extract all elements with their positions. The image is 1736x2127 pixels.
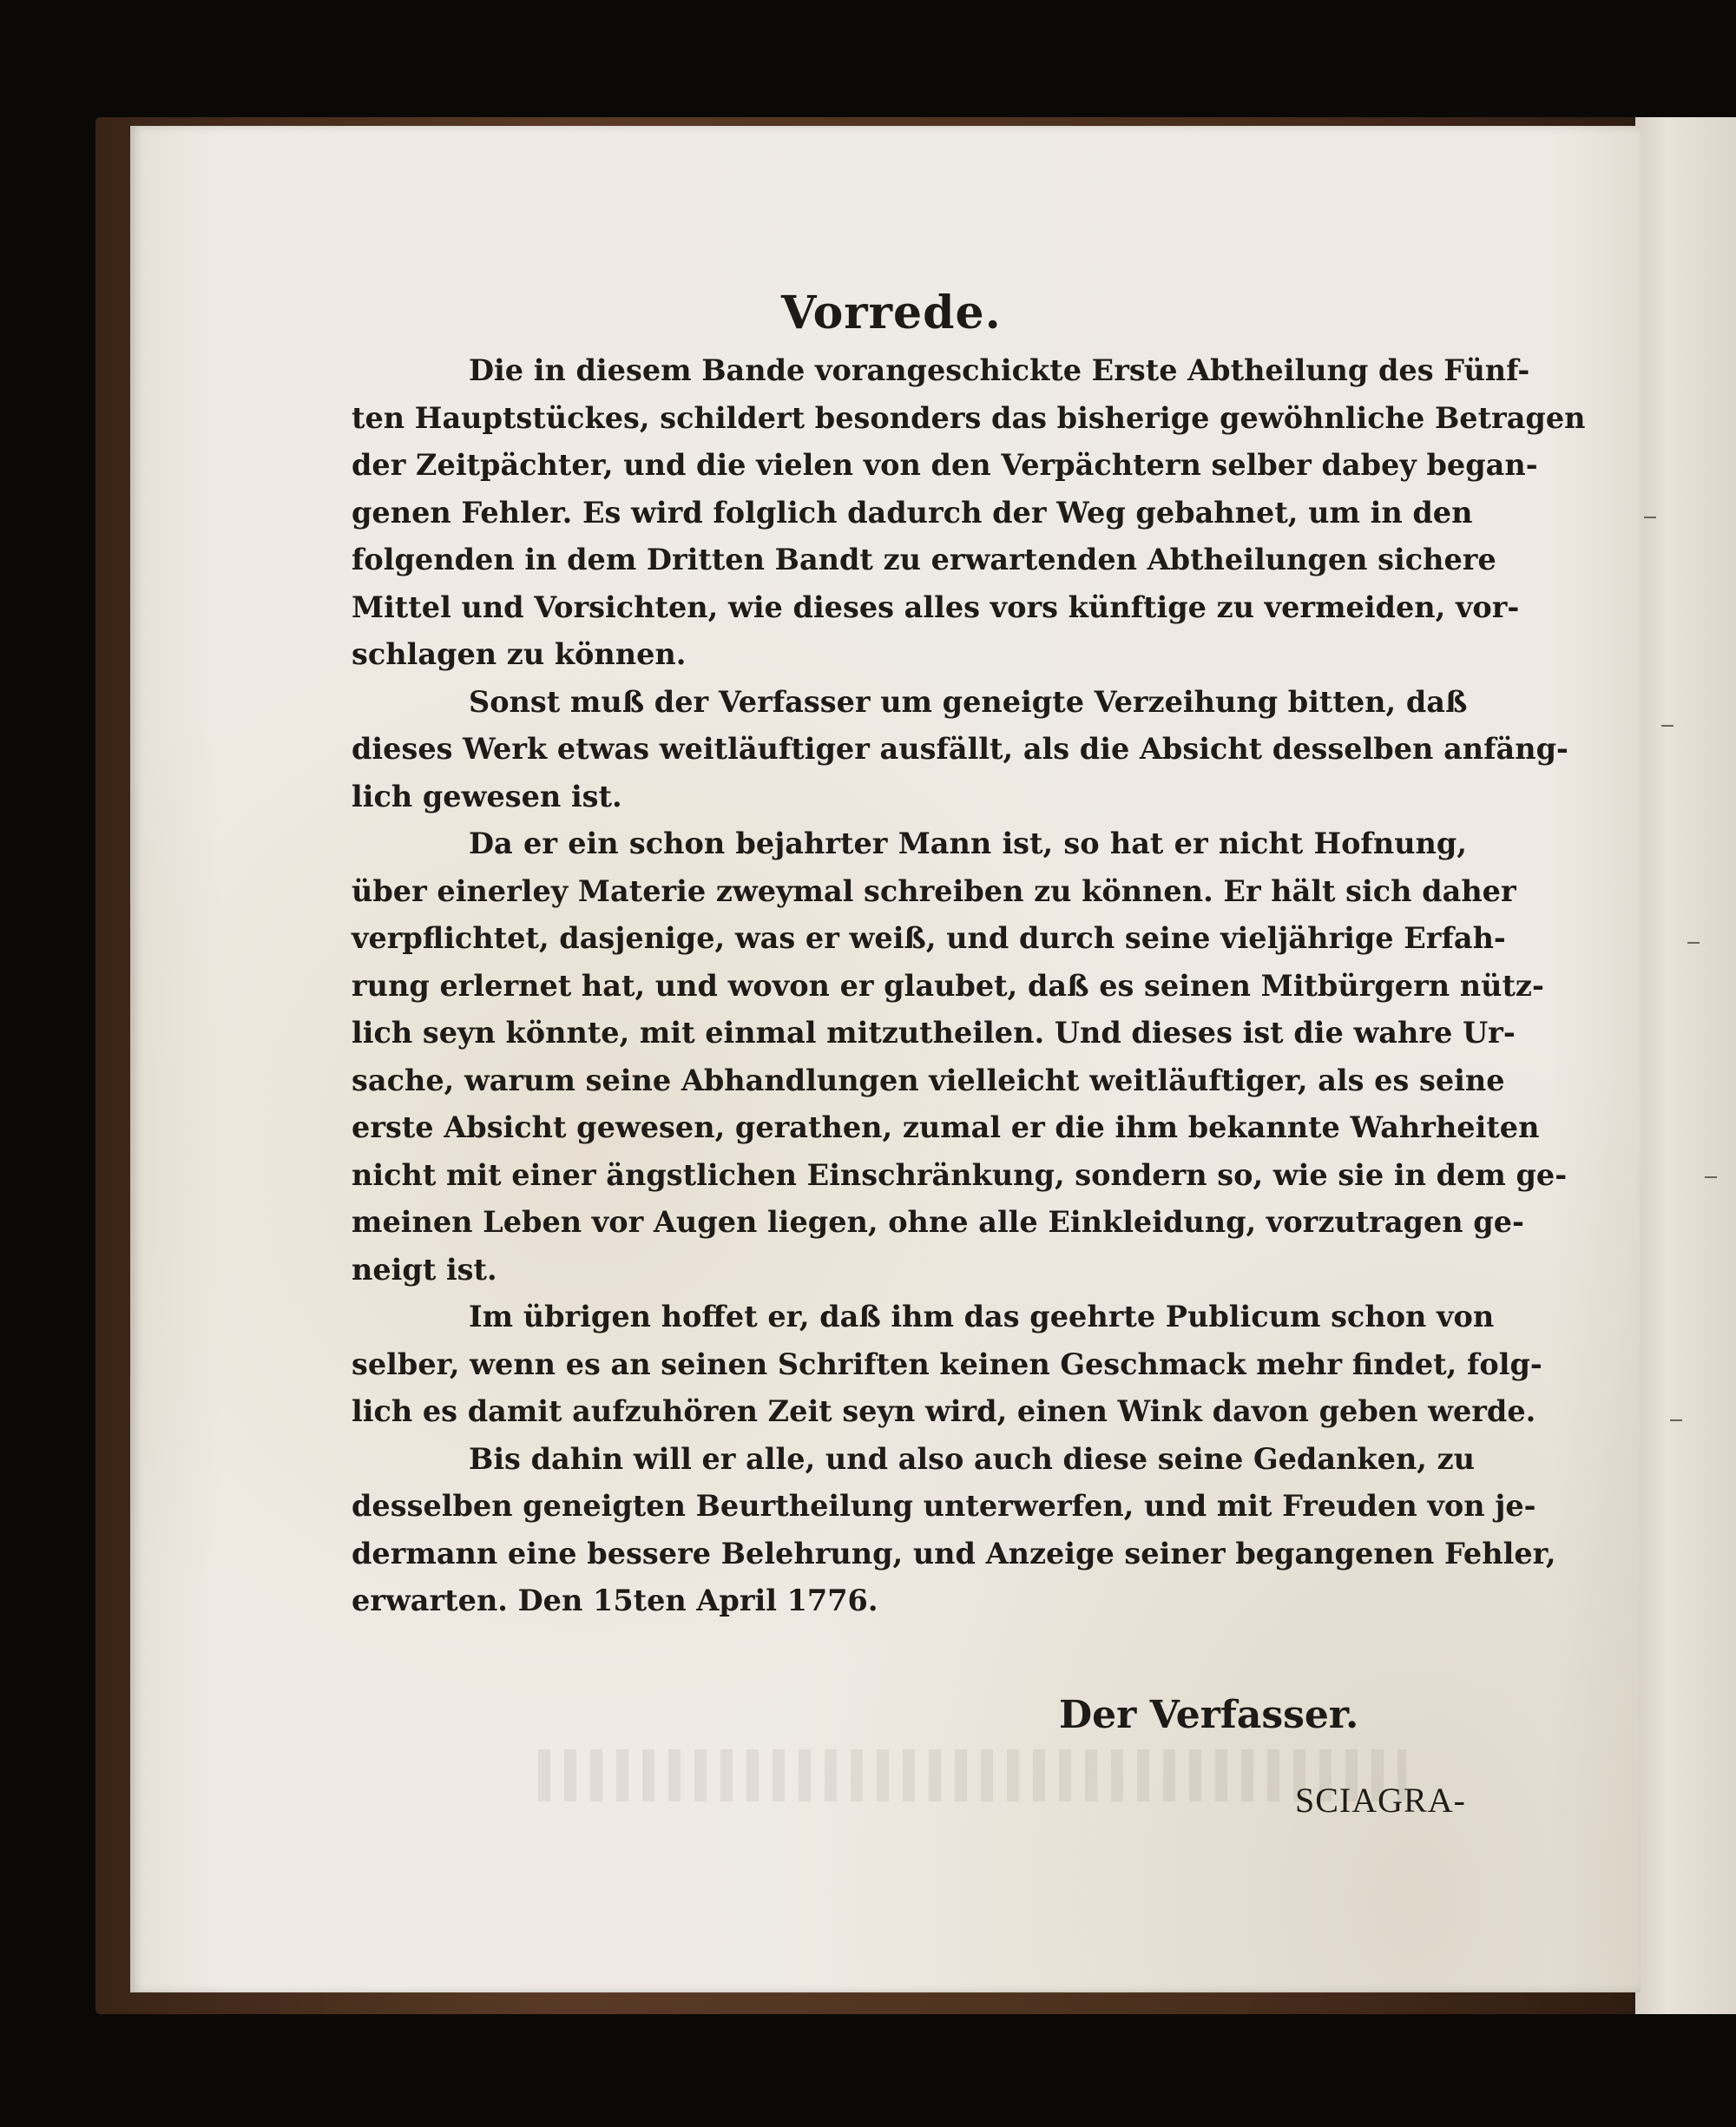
text-line: erwarten. Den 15ten April 1776. [352, 1584, 878, 1617]
show-through-texture [538, 1749, 1406, 1801]
text-line: dermann eine bessere Belehrung, und Anzeige seiner begangenen Fehler, [352, 1536, 1556, 1571]
text-line: der Zeitpächter, und die vielen von den Verpächtern selber dabey began- [352, 448, 1538, 482]
text-line: lich es damit aufzuhören Zeit seyn wird, einen Wink davon geben werde. [352, 1394, 1536, 1428]
text-line: schlagen zu können. [352, 637, 687, 671]
text-line: ten Hauptstückes, schildert besonders das bisherige gewöhnliche Betragen [352, 400, 1586, 435]
catchword: SCIAGRA- [1295, 1781, 1466, 1820]
text-line: meinen Leben vor Augen liegen, ohne alle Einkleidung, vorzutragen ge- [352, 1205, 1524, 1239]
text-line: Im übrigen hoffet er, daß ihm das geehrte Publicum schon von [469, 1300, 1495, 1333]
text-line: Die in diesem Bande vorangeschickte Erste Abtheilung des Fünf- [469, 353, 1530, 387]
text-line: Bis dahin will er alle, und also auch diese seine Gedanken, zu [469, 1441, 1476, 1476]
text-line: Mittel und Vorsichten, wie dieses alles vors künftige zu vermeiden, vor- [352, 589, 1520, 624]
signature: Der Verfasser. [1059, 1693, 1359, 1737]
text-line: sache, warum seine Abhandlungen vielleicht weitläuftiger, als es seine [352, 1063, 1505, 1097]
text-line: Da er ein schon bejahrter Mann ist, so hat er nicht Hofnung, [469, 826, 1467, 860]
body-text [352, 347, 1586, 1625]
text-line: lich gewesen ist. [352, 779, 622, 813]
text-line: genen Fehler. Es wird folglich dadurch der Weg gebahnet, um in den [352, 495, 1473, 530]
text-line: desselben geneigten Beurtheilung unterwerfen, und mit Freuden von je- [352, 1489, 1536, 1523]
page-heading: Vorrede. [781, 286, 1002, 339]
text-line: folgenden in dem Dritten Bandt zu erwartenden Abtheilungen sichere [352, 543, 1496, 576]
next-page-edge [1632, 117, 1736, 2014]
text-line: dieses Werk etwas weitläuftiger ausfällt, als die Absicht desselben anfäng- [352, 732, 1568, 766]
text-line: neigt ist. [352, 1252, 497, 1287]
text-line: selber, wenn es an seinen Schriften keinen Geschmack mehr findet, folg- [352, 1347, 1542, 1381]
text-line: lich seyn könnte, mit einmal mitzutheilen. Und dieses ist die wahre Ur- [352, 1016, 1516, 1050]
text-line: über einerley Materie zweymal schreiben zu können. Er hält sich daher [352, 873, 1516, 908]
text-line: nicht mit einer ängstlichen Einschränkung, sondern so, wie sie in dem ge- [352, 1157, 1568, 1192]
text-line: erste Absicht gewesen, gerathen, zumal er die ihm bekannte Wahrheiten [352, 1110, 1540, 1144]
text-line: verpflichtet, dasjenige, was er weiß, und durch seine vieljährige Erfah- [352, 921, 1506, 955]
text-line: rung erlernet hat, und wovon er glaubet, daß es seinen Mitbürgern nütz- [352, 968, 1544, 1003]
text-line: Sonst muß der Verfasser um geneigte Verzeihung bitten, daß [469, 684, 1468, 719]
